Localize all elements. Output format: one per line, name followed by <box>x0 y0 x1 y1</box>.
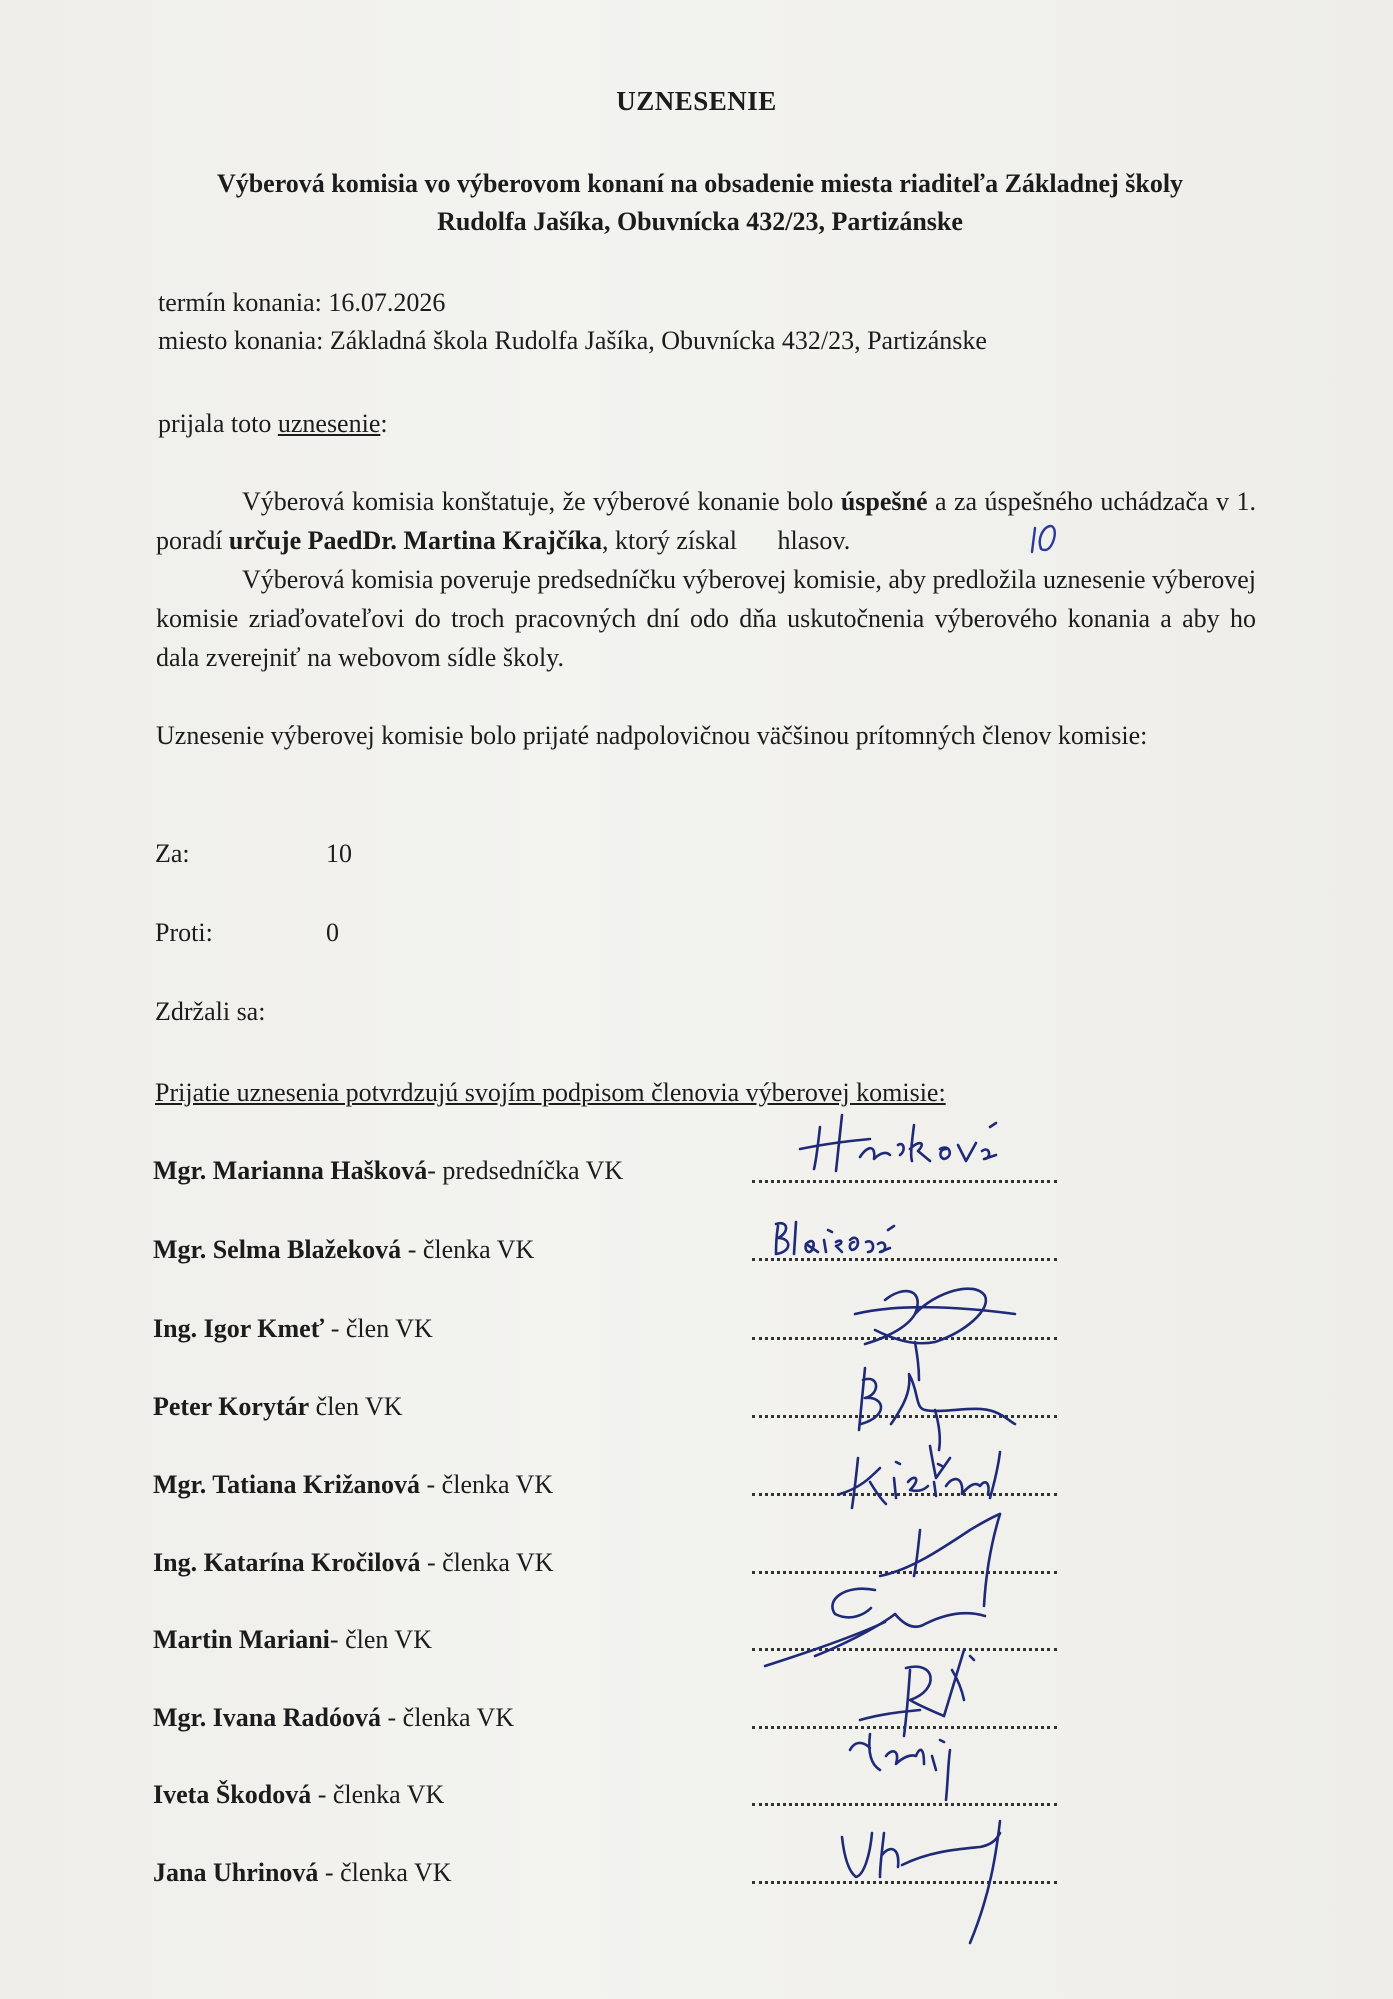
para1-text-c: a za úspešného uchádzača v 1. poradí <box>156 487 1256 555</box>
member-name: Ing. Igor Kmeť <box>153 1314 325 1343</box>
member-name: Mgr. Ivana Radóová <box>153 1703 382 1732</box>
signature-korytar <box>835 1360 1035 1450</box>
member-row <box>153 1780 444 1810</box>
member-row <box>153 1156 623 1186</box>
para1-bold-candidate: určuje PaedDr. Martina Krajčíka <box>228 526 602 555</box>
para2-text: Výberová komisia poveruje predsedníčku výberovej komisie, aby predložila uznesenie výberovej komisie zriaďovateľovi do troch pracovných dní odo dňa uskutočnenia výberového konania a aby ho dala zverejniť na webovom sídle školy. <box>156 565 1256 672</box>
member-name: Mgr. Marianna Hašková <box>153 1156 428 1185</box>
member-name: Peter Korytár <box>153 1392 310 1421</box>
meeting-place: miesto konania: Základná škola Rudolfa Jašíka, Obuvnícka 432/23, Partizánske <box>158 326 987 355</box>
member-name: Iveta Škodová <box>153 1780 312 1809</box>
para1-text-e: , ktorý získal <box>602 526 744 555</box>
signature-line <box>752 1178 1057 1183</box>
member-row <box>153 1235 534 1265</box>
para1-text-f: hlasov. <box>777 526 851 555</box>
member-role: - členka VK <box>311 1780 445 1809</box>
para1-text-a: Výberová komisia konštatuje, že výberové konanie bolo <box>242 487 841 516</box>
votes-abstain-label: Zdržali sa: <box>155 997 266 1026</box>
paragraph-approval: Uznesenie výberovej komisie bolo prijaté nadpolovičnou väčšinou prítomných členov komisie: <box>156 721 1148 750</box>
member-row <box>153 1858 452 1888</box>
votes-for-value: 10 <box>326 839 352 868</box>
votes-against-label: Proti: <box>155 918 213 947</box>
signature-uhrinova <box>830 1815 1030 1945</box>
member-role: - členka VK <box>318 1858 452 1887</box>
signature-krizanova <box>830 1438 1030 1518</box>
member-role: - členka VK <box>420 1548 554 1577</box>
paragraph-result <box>156 482 1256 569</box>
signature-blazekova <box>770 1212 910 1262</box>
votes-for-label: Za: <box>155 839 190 868</box>
signature-radoova <box>840 1640 1020 1800</box>
subtitle-line-1: Výberová komisia vo výberovom konaní na obsadenie miesta riaditeľa Základnej školy <box>216 169 1184 198</box>
member-row <box>153 1392 403 1422</box>
member-name: Mgr. Selma Blažeková <box>153 1235 402 1264</box>
member-row <box>153 1314 433 1344</box>
adopted-suffix: : <box>380 409 388 438</box>
member-name: Jana Uhrinová <box>153 1858 319 1887</box>
handwritten-votes-number <box>1027 520 1067 556</box>
votes-against-value: 0 <box>326 918 339 947</box>
member-role: - členka VK <box>401 1235 535 1264</box>
member-row <box>153 1625 432 1655</box>
adopted-word: uznesenie <box>277 409 381 438</box>
member-name: Mgr. Tatiana Križanová <box>153 1470 421 1499</box>
signature-line <box>752 1801 1057 1806</box>
member-role: - člen VK <box>324 1314 433 1343</box>
subtitle-line-2: Rudolfa Jašíka, Obuvnícka 432/23, Partizánske <box>437 207 963 236</box>
member-name: Ing. Katarína Kročilová <box>153 1548 421 1577</box>
member-row <box>153 1470 553 1500</box>
member-row <box>153 1703 514 1733</box>
document-subtitle <box>150 165 1250 241</box>
adopted-statement <box>158 409 388 439</box>
document-title: UZNESENIE <box>616 86 777 116</box>
member-role: - členka VK <box>381 1703 515 1732</box>
member-role: - členka VK <box>420 1470 554 1499</box>
member-role: - člen VK <box>329 1625 432 1654</box>
confirmation-statement: Prijatie uznesenia potvrdzujú svojím podpisom členovia výberovej komisie: <box>155 1078 946 1107</box>
member-role: člen VK <box>309 1392 403 1421</box>
meeting-date: termín konania: 16.07.2026 <box>158 288 446 317</box>
signature-haskova <box>790 1105 1010 1175</box>
member-row <box>153 1548 554 1578</box>
para1-bold-success: úspešné <box>840 487 928 516</box>
member-name: Martin Mariani <box>153 1625 330 1654</box>
paragraph-assignment <box>156 560 1256 677</box>
adopted-prefix: prijala toto <box>158 409 278 438</box>
member-role: - predsedníčka VK <box>427 1156 624 1185</box>
